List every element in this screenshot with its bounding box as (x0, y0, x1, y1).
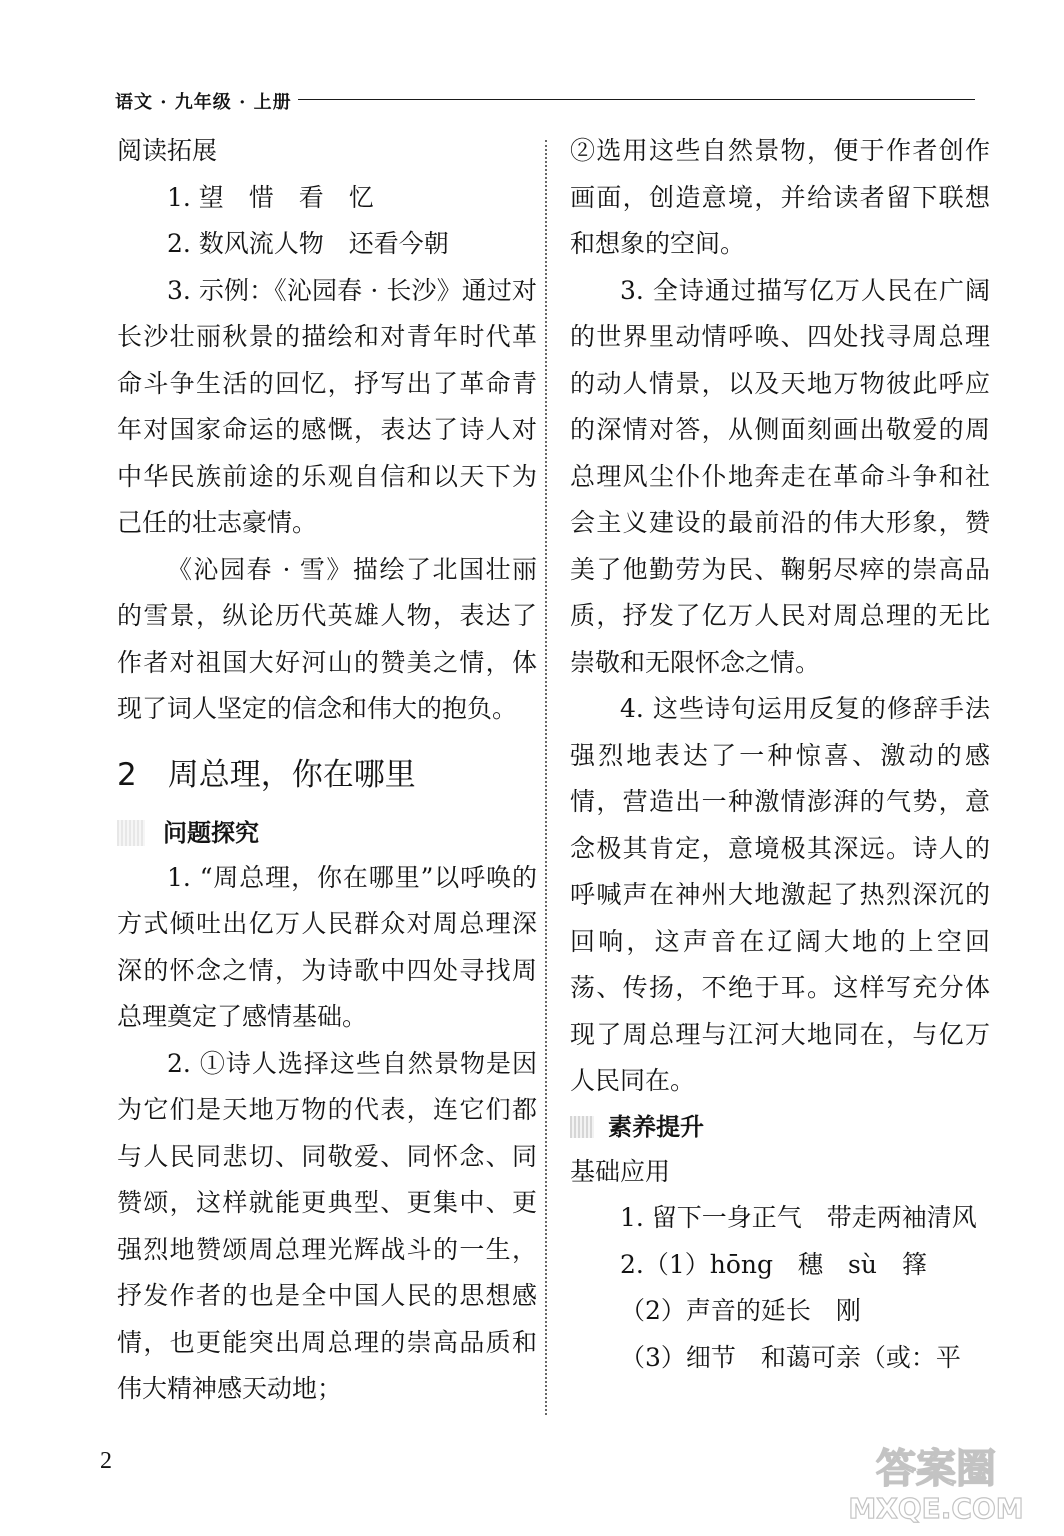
section-heading-label: 问题探究 (163, 818, 259, 847)
answer-q4: 4. 这些诗句运用反复的修辞手法强烈地表达了一种惊喜、激动的感情，营造出一种激情澎湃的气势，意念极其肯定，意境极其深远。诗人的呼喊声在神州大地激起了热烈深沉的回响，这声音在辽阔大地的上空回荡、传扬，不绝于耳。这样写充分体现了周总理与江河大地同在，与亿万人民同在。 (570, 694, 990, 1095)
answer-r3: 3. 示例：《沁园春 · 长沙》通过对长沙壮丽秋景的描绘和对青年时代革命斗争生活的回忆，抒写出了革命青年对国家命运的感慨，表达了诗人对中华民族前途的乐观自信和以天下为己任的壮志豪情。 (117, 275, 537, 537)
svg-text:答案圈: 答案圈 (876, 1446, 996, 1492)
answer-b1: 1. 留下一身正气 带走两袖清风 (620, 1203, 977, 1232)
answer-r1: 1. 望 惜 看 忆 (167, 182, 374, 212)
watermark-icon (836, 1438, 1036, 1526)
reading-extension-label: 阅读拓展 (117, 136, 218, 165)
site-watermark-logo (836, 1438, 1036, 1526)
section-marker-icon (570, 1116, 594, 1138)
column-divider (545, 140, 547, 1415)
right-column (570, 128, 990, 1381)
section-heading-literacy (570, 1105, 990, 1149)
page-header (115, 88, 975, 112)
left-column (117, 128, 537, 1413)
section-heading-inquiry (117, 811, 537, 855)
answer-q2-part2: ②选用这些自然景物，便于作者创作画面，创造意境，并给读者留下联想和想象的空间。 (570, 136, 990, 258)
answer-r4: 《沁园春 · 雪》描绘了北国壮丽的雪景，纵论历代英雄人物，表达了作者对祖国大好河山的赞美之情，体现了词人坚定的信念和伟大的抱负。 (117, 554, 537, 723)
section-marker-icon (117, 820, 145, 846)
chapter-title: 2 周总理，你在哪里 (117, 756, 416, 793)
answer-b2: 2.（1）hōng 穗 sù 箨 (620, 1249, 927, 1279)
page-number: 2 (100, 1448, 112, 1474)
basic-application-label: 基础应用 (570, 1156, 671, 1186)
answer-q2: 2. ①诗人选择这些自然景物是因为它们是天地万物的代表，连它们都与人民同悲切、同敬爱、同怀念、同赞颂，这样就能更典型、更集中、更强烈地赞颂周总理光辉战斗的一生，抒发作者的也是全中国人民的思想感情，也更能突出周总理的崇高品质和伟大精神感天动地； (117, 1048, 537, 1403)
answer-b4: （3）细节 和蔼可亲（或：平 (620, 1342, 961, 1372)
svg-text:MXQE.COM: MXQE.COM (848, 1492, 1024, 1525)
header-title: 语文 · 九年级 · 上册 (115, 92, 292, 113)
answer-q1: 1. “周总理，你在哪里”以呼唤的方式倾吐出亿万人民群众对周总理深深的怀念之情，为诗歌中四处寻找周总理奠定了感情基础。 (117, 862, 537, 1031)
answer-r2: 2. 数风流人物 还看今朝 (167, 229, 449, 258)
answer-b3: （2）声音的延长 刚 (620, 1296, 861, 1325)
answer-q3: 3. 全诗通过描写亿万人民在广阔的世界里动情呼唤、四处找寻周总理的动人情景，以及天地万物彼此呼应的深情对答，从侧面刻画出敬爱的周总理风尘仆仆地奔走在革命斗争和社会主义建设的最前沿的伟大形象，赞美了他勤劳为民、鞠躬尽瘁的崇高品质，抒发了亿万人民对周总理的无比崇敬和无限怀念之情。 (570, 275, 990, 677)
header-rule (298, 99, 975, 100)
section-heading-label: 素养提升 (608, 1112, 704, 1141)
